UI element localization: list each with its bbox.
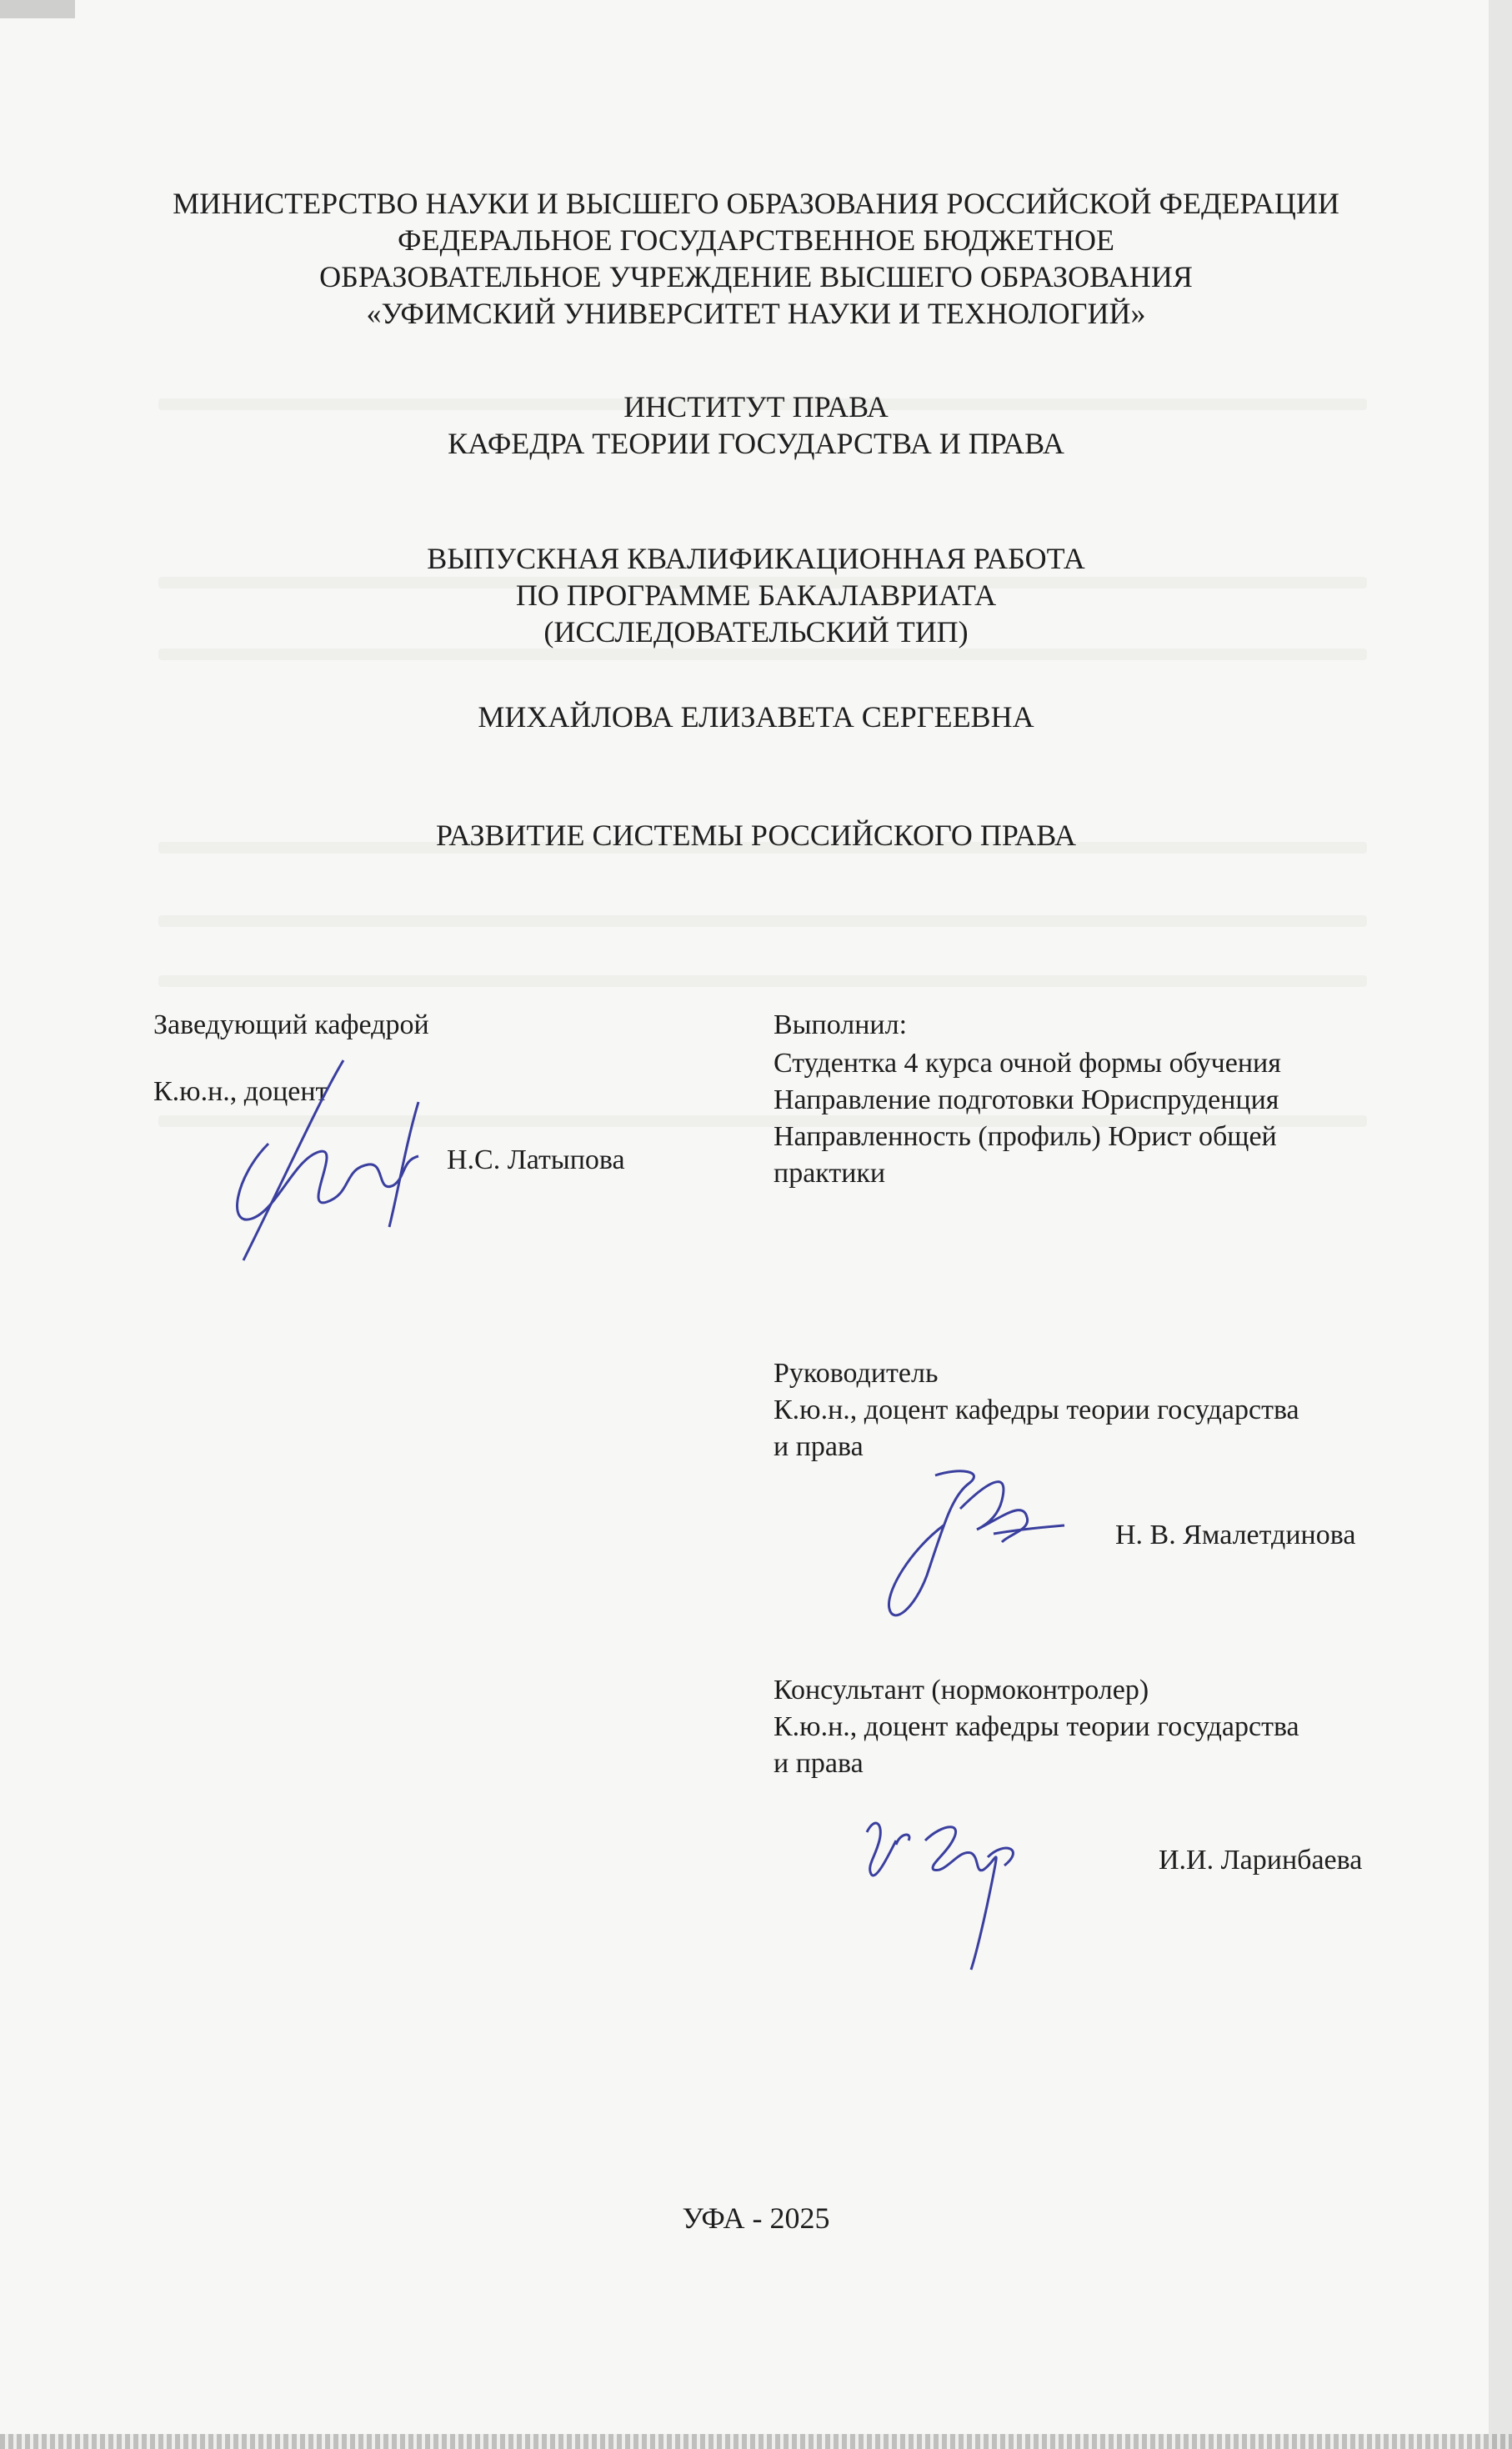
institute-name: ИНСТИТУТ ПРАВА xyxy=(623,390,889,423)
consultant-block xyxy=(774,1672,1407,1782)
supervisor-name: Н. В. Ямалетдинова xyxy=(1115,1520,1356,1550)
head-signature-icon xyxy=(218,1052,435,1281)
supervisor-role: Руководитель xyxy=(774,1358,939,1389)
supervisor-degree: К.ю.н., доцент кафедры теории государства xyxy=(774,1395,1299,1425)
supervisor-block xyxy=(774,1355,1407,1465)
institute-block xyxy=(0,388,1512,462)
supervisor-degree-cont: и права xyxy=(774,1431,864,1462)
header-line: ФЕДЕРАЛЬНОЕ ГОСУДАРСТВЕННОЕ БЮДЖЕТНОЕ xyxy=(398,223,1114,257)
performer-line: Студентка 4 курса очной формы обучения xyxy=(774,1048,1281,1079)
scan-edge-top xyxy=(0,0,75,18)
performer-line: практики xyxy=(774,1158,886,1189)
consultant-name: И.И. Ларинбаева xyxy=(1159,1845,1363,1876)
work-kind-line: (ИССЛЕДОВАТЕЛЬСКИЙ ТИП) xyxy=(543,615,969,649)
consultant-degree: К.ю.н., доцент кафедры теории государства xyxy=(774,1711,1299,1742)
performer-line: Направленность (профиль) Юрист общей xyxy=(774,1121,1277,1152)
performer-line: Направление подготовки Юриспруденция xyxy=(774,1084,1279,1115)
work-type-line: ВЫПУСКНАЯ КВАЛИФИКАЦИОННАЯ РАБОТА xyxy=(427,542,1085,575)
scan-edge-right xyxy=(1489,0,1512,2449)
city-year: УФА - 2025 xyxy=(682,2201,830,2235)
author-block xyxy=(0,699,1512,735)
header-line: «УФИМСКИЙ УНИВЕРСИТЕТ НАУКИ И ТЕХНОЛОГИЙ» xyxy=(366,297,1146,330)
scan-edge-bottom xyxy=(0,2434,1512,2449)
header-line: ОБРАЗОВАТЕЛЬНОЕ УЧРЕЖДЕНИЕ ВЫСШЕГО ОБРАЗОВАНИЯ xyxy=(319,260,1193,293)
supervisor-signature-icon xyxy=(877,1450,1069,1638)
head-name: Н.С. Латыпова xyxy=(447,1144,625,1175)
consultant-degree-cont: и права xyxy=(774,1748,864,1779)
header-line: МИНИСТЕРСТВО НАУКИ И ВЫСШЕГО ОБРАЗОВАНИЯ РОССИЙСКОЙ ФЕДЕРАЦИИ xyxy=(173,187,1339,220)
head-role: Заведующий кафедрой xyxy=(153,1009,429,1040)
ministry-header xyxy=(0,185,1512,332)
author-name: МИХАЙЛОВА ЕЛИЗАВЕТА СЕРГЕЕВНА xyxy=(478,700,1034,734)
performer-block xyxy=(774,1007,1407,1192)
bleed-through xyxy=(158,915,1367,927)
bleed-through xyxy=(158,649,1367,660)
head-degree: К.ю.н., доцент xyxy=(153,1076,328,1107)
work-type-block xyxy=(0,540,1512,650)
work-program-line: ПО ПРОГРАММЕ БАКАЛАВРИАТА xyxy=(515,578,997,612)
topic-block xyxy=(0,817,1512,854)
thesis-topic: РАЗВИТИЕ СИСТЕМЫ РОССИЙСКОГО ПРАВА xyxy=(435,819,1077,852)
consultant-signature-icon xyxy=(850,1807,1034,1978)
consultant-role: Консультант (нормоконтролер) xyxy=(774,1675,1149,1705)
department-name: КАФЕДРА ТЕОРИИ ГОСУДАРСТВА И ПРАВА xyxy=(448,427,1064,460)
performer-label: Выполнил: xyxy=(774,1009,908,1040)
bleed-through xyxy=(158,975,1367,987)
